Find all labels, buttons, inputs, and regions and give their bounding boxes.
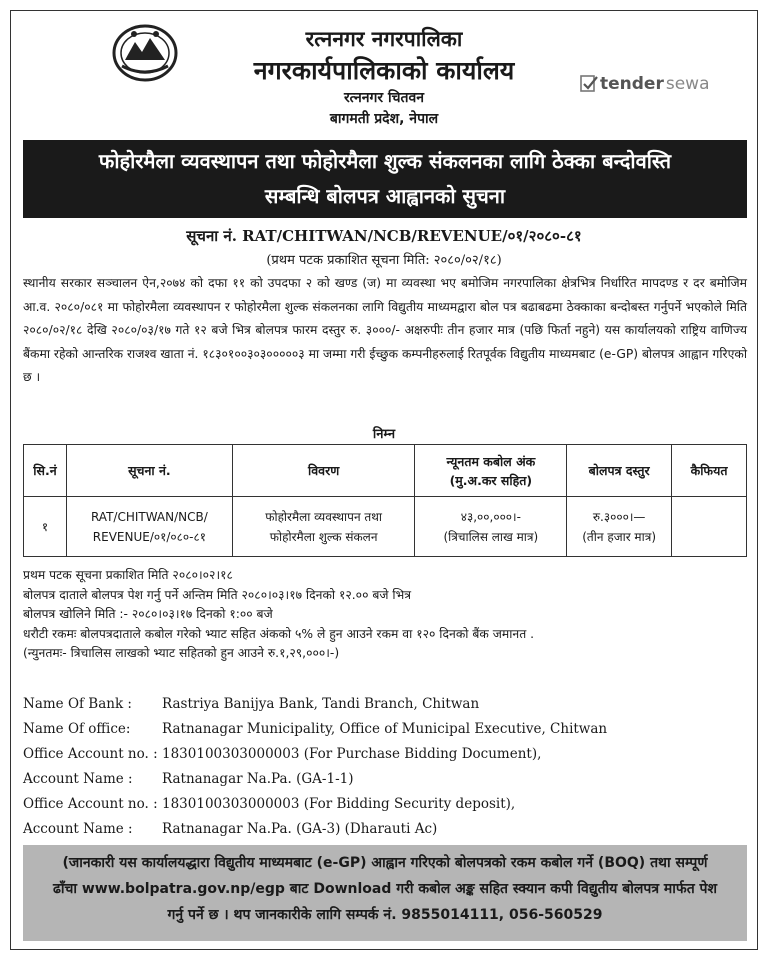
tendersewa-watermark <box>580 74 709 94</box>
header-sn: सि.नं <box>24 445 67 497</box>
notice-title-banner <box>23 140 747 218</box>
bank-row-value: Ratnanagar Na.Pa. (GA-3) (Dharauti Ac) <box>162 821 438 837</box>
table-caption: निम्न <box>372 427 396 442</box>
cell-description-line-2: फोहोरमैला शुल्क संकलन <box>269 529 378 544</box>
brand-part-1: tender <box>600 74 664 94</box>
bank-row-key: Office Account no. : <box>23 796 158 812</box>
notice-number: सूचना नं. RAT/CHITWAN/NCB/REVENUE/०१/२०८०-८१ <box>186 227 582 245</box>
footer-line-1: (जानकारी यस कार्यालयद्धारा विद्युतीय माध्यमबाट (e-GP) आह्वान गरिएको बोलपत्रको रकम कबोल गर्ने (BOQ) तथा सम्पूर्ण <box>62 855 708 871</box>
brand-part-2: sewa <box>665 74 710 94</box>
bank-row <box>23 817 747 842</box>
header-description: विवरण <box>232 445 415 497</box>
cell-min-bid <box>415 497 567 557</box>
office-location: रत्ननगर चितवन <box>343 90 425 106</box>
cell-description-line-1: फोहोरमैला व्यवस्थापन तथा <box>265 509 383 524</box>
title-line-1: फोहोरमैला व्यवस्थापन तथा फोहोरमैला शुल्क संकलनका लागि ठेक्का बन्दोवस्ति <box>98 149 672 173</box>
footer-note <box>23 845 747 941</box>
cell-sn: १ <box>24 497 67 557</box>
info-line: (न्युनतमः- त्रिचालिस लाखको भ्याट सहितको हुन आउने रु.१,२९,०००।-) <box>23 646 340 660</box>
cell-remarks <box>672 497 747 557</box>
cell-description <box>232 497 415 557</box>
bank-row-key: Office Account no. : <box>23 746 158 762</box>
bank-details <box>23 692 747 842</box>
bank-row-value: Ratnanagar Municipality, Office of Municipal Executive, Chitwan <box>162 721 608 737</box>
schedule-info <box>23 566 747 664</box>
bank-row <box>23 717 747 742</box>
info-line: बोलपत्र दाताले बोलपत्र पेश गर्नु पर्ने अन्तिम मिति २०८०।०३।१७ दिनको १२.०० बजे भित्र <box>23 587 412 602</box>
bank-row-key: Name Of office: <box>23 721 131 737</box>
bank-row-value: Rastriya Banijya Bank, Tandi Branch, Chitwan <box>162 696 480 712</box>
first-published-date: (प्रथम पटक प्रकाशित सूचना मिति: २०८०/०२/१८) <box>266 253 502 268</box>
cell-fee-amount: रु.३०००।— <box>592 509 646 524</box>
info-line: धरौटी रकमः बोलपत्रदाताले कबोल गरेको भ्याट सहित अंकको ५% ले हुन आउने रकम वा १२० दिनको बैंक जमानत . <box>23 626 535 641</box>
header-min-bid-line-2: (मु.अ.कर सहित) <box>449 472 533 488</box>
bank-row-value: 1830100303000003 (For Bidding Security deposit), <box>162 796 516 812</box>
footer-line-2: ढाँचा www.bolpatra.gov.np/egp बाट Download गरी कबोल अङ्क सहित स्क्यान कपी विद्युतीय बोलपत्र मार्फत पेश <box>52 881 718 897</box>
bank-row-value: Ratnanagar Na.Pa. (GA-1-1) <box>162 771 354 787</box>
bank-row-key: Account Name : <box>23 821 133 837</box>
info-line: प्रथम पटक सूचना प्रकाशित मिति २०८०।०२।१८ <box>23 568 233 582</box>
bank-row <box>23 692 747 717</box>
bank-row <box>23 742 747 767</box>
cell-min-bid-amount: ४३,००,०००।- <box>460 509 521 524</box>
bank-row-key: Account Name : <box>23 771 133 787</box>
cell-notice-no-line-2: REVENUE/०१/०८०-८१ <box>92 529 206 544</box>
info-line: बोलपत्र खोलिने मिति :- २०८०।०३।१७ दिनको १:०० बजे <box>23 607 273 621</box>
checkmark-logo-icon <box>580 75 598 93</box>
cell-notice-no-line-1: RAT/CHITWAN/NCB/ <box>90 509 208 524</box>
cell-fee <box>567 497 672 557</box>
title-line-2: सम्बन्धि बोलपत्र आह्वानको सुचना <box>264 184 506 208</box>
header-min-bid <box>415 445 567 497</box>
municipality-name: रत्ननगर नगरपालिका <box>305 27 463 51</box>
table-header-row <box>24 445 747 497</box>
office-name: नगरकार्यपालिकाको कार्यालय <box>253 56 515 85</box>
table-row <box>24 497 747 557</box>
header-notice-no: सूचना नं. <box>66 445 232 497</box>
bank-row-key: Name Of Bank : <box>23 696 132 712</box>
cell-min-bid-words: (त्रिचालिस लाख मात्र) <box>443 529 539 544</box>
header-min-bid-line-1: न्यूनतम कबोल अंक <box>446 453 536 469</box>
bank-row-value: 1830100303000003 (For Purchase Bidding Document), <box>162 746 542 762</box>
body-paragraph: स्थानीय सरकार सञ्चालन ऐन,२०७४ को दफा ११ को उपदफा २ को खण्ड (ज) मा व्यवस्था भए बमोजिम नगरपालिका क्षेत्रभित्र निर्धारित मापदण्ड र दर बमोजिम आ.व. २०८०/०८१ मा फोहोरमैला व्यवस्थापन र फोहोरमैला शुल्क संकलनका लागि विद्युतीय माध्यमद्वारा बोल पत्र बढाबढमा ठेक्काका बन्दोबस्त गर्नुपर्ने भएकोले मिति २०८०/०२/१८ देखि २०८०/०३/१७ गते १२ बजे भित्र बोलपत्र फारम दस्तुर रु. ३०००/- अक्षरुपीः तीन हजार मात्र (पछि फिर्ता नहुने) यस कार्यालयको राष्ट्रिय वाणिज्य बैंकमा रहेको आन्तरिक राजश्व खाता नं. १८३०१००३०३०००००३ मा जम्मा गरी ईच्छुक कम्पनीहरुलाई रितपूर्वक विद्युतीय माध्यमबाट (e-GP) बोलपत्र आह्वान गरिएको छ । <box>23 276 747 384</box>
bank-row <box>23 792 747 817</box>
cell-fee-words: (तीन हजार मात्र) <box>582 529 657 544</box>
bank-row <box>23 767 747 792</box>
office-province: बागमती प्रदेश, नेपाल <box>329 111 439 127</box>
bid-table <box>23 444 747 557</box>
footer-line-3: गर्नु पर्ने छ । थप जानकारीके लागि सम्पर्क नं. 9855014111, 056-560529 <box>167 907 603 923</box>
header-remarks: कैफियत <box>672 445 747 497</box>
cell-notice-no <box>66 497 232 557</box>
header-fee: बोलपत्र दस्तुर <box>567 445 672 497</box>
